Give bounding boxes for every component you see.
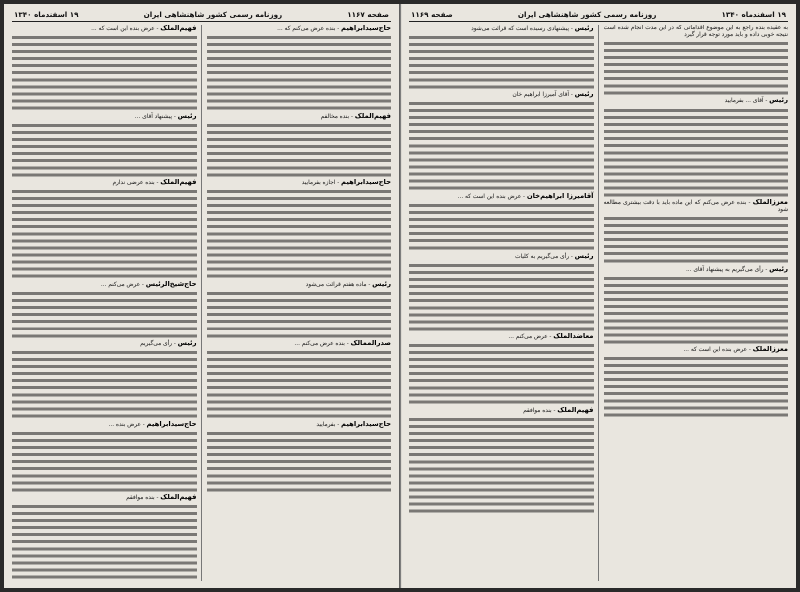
transcript-paragraph (12, 281, 197, 289)
speaker-name: معاضدالملک (553, 332, 594, 341)
transcript-paragraph (409, 253, 594, 261)
left-page (4, 4, 400, 588)
transcript-paragraph (604, 97, 789, 105)
transcript-paragraph (409, 91, 594, 99)
right-page-column-2 (409, 25, 599, 581)
speech-text: - بنده موافقم (126, 495, 159, 502)
speaker-name: آقامیرزا ابراهیم‌خان (526, 192, 594, 201)
left-page-columns (12, 25, 391, 581)
speech-text: - آقای آمیرزا ابراهیم خان (512, 92, 573, 99)
speech-text: - بنده عرض می‌کنم که ... (277, 26, 340, 32)
transcript-paragraph (207, 113, 392, 121)
speaker-name: معززالملک (752, 345, 788, 354)
dense-print-block (12, 34, 197, 112)
dense-print-block (207, 430, 392, 493)
dense-print-block (409, 342, 594, 405)
speaker-name: فهیم‌الملک (160, 493, 197, 502)
speech-text: - پیشنهاد آقای ... (134, 113, 176, 120)
dense-print-block (12, 349, 197, 420)
dense-print-block (207, 349, 392, 420)
right-page-date: ۱۹ اسفندماه ۱۳۴۰ (721, 10, 786, 19)
speech-text: - بنده موافقم (523, 407, 556, 414)
left-page-header (12, 10, 391, 22)
speaker-name: رئیس (372, 279, 391, 288)
transcript-paragraph (12, 113, 197, 121)
newspaper-spread (4, 4, 796, 588)
left-page-column-2 (12, 25, 202, 581)
speaker-name: حاج‌سیدابراهیم (341, 25, 391, 32)
speaker-name: حاج‌سیدابراهیم (341, 419, 391, 428)
speaker-name: حاج‌شیخ‌الرئیس (145, 279, 197, 288)
left-page-column-1 (207, 25, 392, 581)
speech-text: - عرض بنده ... (108, 421, 145, 428)
speaker-name: صدرالممالک (350, 339, 391, 348)
speaker-name: رئیس (574, 25, 594, 32)
speech-text: - عرض بنده این است که ... (91, 26, 159, 32)
right-page-header (409, 10, 788, 22)
speech-text: - عرض بنده این است که ... (457, 194, 525, 201)
speech-text: - عرض می‌کنم ... (100, 281, 144, 288)
speech-text: - اجازه بفرمایید (301, 180, 340, 187)
speech-text: - بنده عرض می‌کنم ... (294, 341, 349, 348)
transcript-paragraph (604, 346, 789, 354)
speaker-name: رئیس (177, 339, 197, 348)
speaker-name: رئیس (574, 251, 594, 260)
left-page-number: صفحه ۱۱۶۷ (347, 10, 389, 19)
dense-print-block (604, 107, 789, 199)
speech-text: - رأی می‌گیریم به پیشنهاد آقای ... (685, 266, 768, 273)
transcript-paragraph (207, 179, 392, 187)
speaker-name: رئیس (769, 96, 788, 105)
dense-print-block (604, 355, 789, 418)
dense-print-block (12, 188, 197, 280)
transcript-paragraph (207, 281, 392, 289)
transcript-paragraph (12, 340, 197, 348)
left-page-date: ۱۹ اسفندماه ۱۳۴۰ (14, 10, 79, 19)
speaker-name: فهیم‌الملک (160, 178, 197, 187)
speech-text: - بنده عرض می‌کنم که این ماده باید با دقت بیشتری مطالعه شود (603, 200, 788, 214)
transcript-paragraph (409, 333, 594, 341)
dense-print-block (12, 503, 197, 581)
transcript-paragraph (604, 266, 789, 274)
transcript-paragraph (12, 494, 197, 502)
dense-print-block (12, 430, 197, 493)
speaker-name: معززالملک (752, 198, 788, 207)
transcript-paragraph (604, 199, 789, 214)
speech-text: - عرض بنده این است که ... (683, 347, 751, 354)
transcript-paragraph (12, 421, 197, 429)
dense-print-block (207, 188, 392, 280)
dense-print-block (604, 215, 789, 264)
speaker-name: فهیم‌الملک (557, 405, 594, 414)
dense-print-block (207, 122, 392, 178)
speaker-name: رئیس (769, 264, 788, 273)
speaker-name: رئیس (177, 111, 197, 120)
transcript-paragraph (207, 25, 392, 33)
transcript-paragraph (207, 340, 392, 348)
dense-print-block (409, 416, 594, 515)
transcript-paragraph (604, 25, 789, 39)
speaker-name: حاج‌سیدابراهیم (341, 178, 391, 187)
speaker-name: رئیس (574, 90, 594, 99)
dense-print-block (409, 202, 594, 251)
speaker-name: فهیم‌الملک (354, 111, 391, 120)
dense-print-block (207, 34, 392, 112)
transcript-paragraph (409, 25, 594, 33)
speech-text: - رأی می‌گیریم (140, 341, 176, 348)
dense-print-block (12, 290, 197, 339)
left-page-title: روزنامه رسمی کشور شاهنشاهی ایران (143, 10, 283, 19)
dense-print-block (604, 275, 789, 346)
speech-text: به عقیده بنده راجع به این موضوع اقداماتی که در این مدت انجام شده است نتیجه خوبی داده و باید مورد توجه قرار گیرد (603, 25, 788, 39)
dense-print-block (409, 262, 594, 333)
transcript-paragraph (207, 421, 392, 429)
dense-print-block (207, 290, 392, 339)
speech-text: - بفرمایید (316, 421, 340, 428)
right-page-number: صفحه ۱۱۶۹ (411, 10, 453, 19)
right-page-title: روزنامه رسمی کشور شاهنشاهی ایران (517, 10, 657, 19)
transcript-paragraph (12, 25, 197, 33)
speaker-name: فهیم‌الملک (160, 25, 197, 32)
speech-text: - رأی می‌گیریم به کلیات (515, 253, 573, 260)
speech-text: - پیشنهادی رسیده است که قرائت می‌شود (471, 26, 573, 32)
speech-text: - آقای ... بفرمایید (724, 98, 768, 105)
transcript-paragraph (409, 407, 594, 415)
speech-text: - عرض می‌کنم ... (508, 334, 552, 341)
speech-text: - بنده عرضی ندارم (112, 180, 159, 187)
transcript-paragraph (12, 179, 197, 187)
speech-text: - بنده مخالفم (320, 113, 353, 120)
transcript-paragraph (409, 193, 594, 201)
dense-print-block (409, 34, 594, 90)
speaker-name: حاج‌سیدابراهیم (146, 419, 197, 428)
dense-print-block (604, 40, 789, 96)
right-page-column-1 (604, 25, 789, 581)
dense-print-block (409, 100, 594, 192)
speech-text: - ماده هفتم قرائت می‌شود (305, 281, 371, 288)
dense-print-block (12, 122, 197, 178)
right-page (400, 4, 796, 588)
right-page-columns (409, 25, 788, 581)
